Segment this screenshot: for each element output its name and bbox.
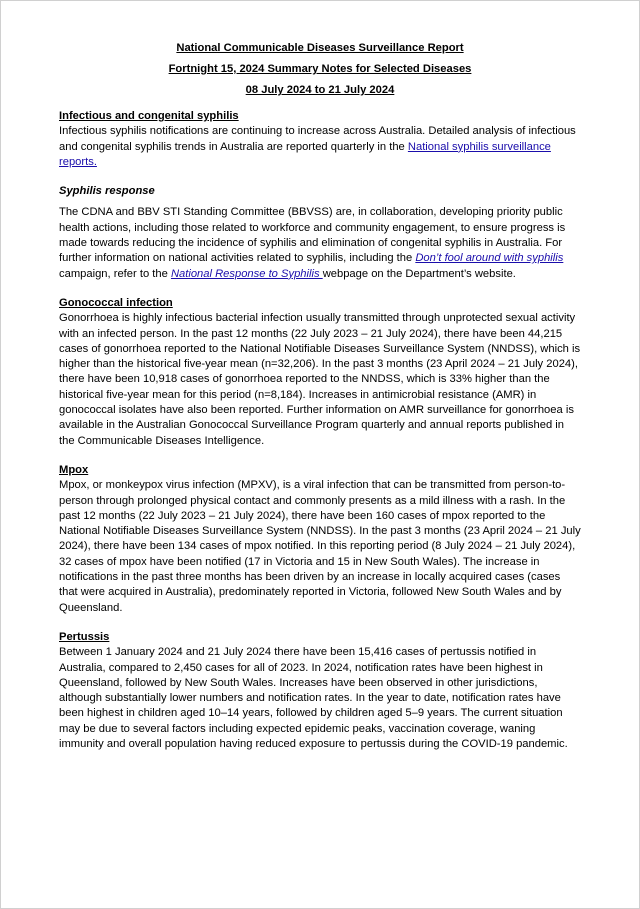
section-syphilis-response — [59, 184, 581, 282]
section-syphilis — [59, 109, 581, 170]
section-pertussis — [59, 630, 581, 752]
syphilis-response-paragraph — [59, 205, 581, 281]
syphilis-paragraph — [59, 124, 581, 170]
section-title-syphilis: Infectious and congenital syphilis — [59, 110, 239, 122]
section-gonococcal — [59, 296, 581, 449]
syphilis-text: Infectious syphilis notifications are continuing to increase across Australia. Detailed analysis of infectious and congenital syphilis trends in Australia are reported quarterly in the — [59, 125, 576, 153]
section-mpox — [59, 463, 581, 616]
dont-fool-around-link[interactable]: Don’t fool around with syphilis — [415, 252, 564, 265]
national-response-link[interactable]: National Response to Syphilis — [170, 267, 323, 280]
section-title-pertussis: Pertussis — [59, 630, 110, 643]
national-syphilis-reports-link[interactable]: National syphilis surveillance reports. — [59, 140, 551, 168]
syphilis-response-text-3: webpage on the Department’s website. — [322, 267, 516, 280]
mpox-paragraph: Mpox, or monkeypox virus infection (MPXV), is a viral infection that can be transmitted from person-to-person through prolonged physical contact and commonly presents as a mild illness with a rash. In the past 12 months (22 July 2023 – 21 July 2024), there have been 160 cases of mpox reported to the National Notifiable Diseases Surveillance System (NNDSS). In the past 3 months (23 April 2024 – 21 July 2024), there have been 134 cases of mpox notified. In this reporting period (8 July 2024 – 21 July 2024), 32 cases of mpox have been notified (17 in Victoria and 15 in New South Wales). The increase in notifications in the past three months has been driven by an increase in locally acquired cases (cases that were acquired in Australia), predominately reported in Victoria, followed New South Wales and by Queensland. — [59, 479, 581, 614]
syphilis-response-text-2: campaign, refer to the — [59, 267, 171, 280]
section-title-syphilis-response: Syphilis response — [59, 185, 155, 198]
report-title: National Communicable Diseases Surveillance Report — [176, 42, 464, 54]
pertussis-paragraph: Between 1 January 2024 and 21 July 2024 there have been 15,416 cases of pertussis notified in Australia, compared to 2,450 cases for all of 2023. In 2024, notification rates have been highest in Queensland, followed by New South Wales. Increases have been observed in other jurisdictions, although substantially lower numbers and notification rates. In the year to date, notification rates have been highest in children aged 10–14 years, followed by children aged 5–9 years. The current situation may be due to several factors including expected epidemic peaks, vaccination coverage, waning immunity and overall population having reduced exposure to pertussis during the COVID-19 pandemic. — [59, 646, 568, 750]
section-title-gonococcal: Gonococcal infection — [59, 296, 173, 309]
report-date-range: 08 July 2024 to 21 July 2024 — [245, 84, 395, 96]
gonococcal-paragraph: Gonorrhoea is highly infectious bacterial infection usually transmitted through unprotected sexual activity with an infected person. In the past 12 months (22 July 2023 – 21 July 2024), there have been 44,215 cases of gonorrhoea reported to the National Notifiable Diseases Surveillance System (NNDSS), which is higher than the historical five-year mean (n=32,206). In the past 3 months (23 April 2024 – 21 July 2024), there have been 10,918 cases of gonorrhoea reported to the NNDSS, which is 33% higher than the historical five-year mean for this period (n=8,184). Increases in antimicrobial resistance (AMR) in gonococcal isolates have also been reported. Further information on AMR surveillance for gonorrhoea is available in the Australian Gonococcal Surveillance Program quarterly and annual reports published in the Communicable Diseases Intelligence. — [59, 312, 581, 447]
report-content — [59, 41, 581, 752]
syphilis-response-text-1: The CDNA and BBV STI Standing Committee (BBVSS) are, in collaboration, developing priority public health actions, including those related to workforce and community engagement, to ensure progress is made towards reducing the incidence of syphilis and elimination of congenital syphilis in Australia. For further information on national activities related to syphilis, including the — [59, 206, 566, 265]
section-title-mpox: Mpox — [59, 463, 89, 476]
report-subtitle: Fortnight 15, 2024 Summary Notes for Selected Diseases — [168, 63, 472, 75]
